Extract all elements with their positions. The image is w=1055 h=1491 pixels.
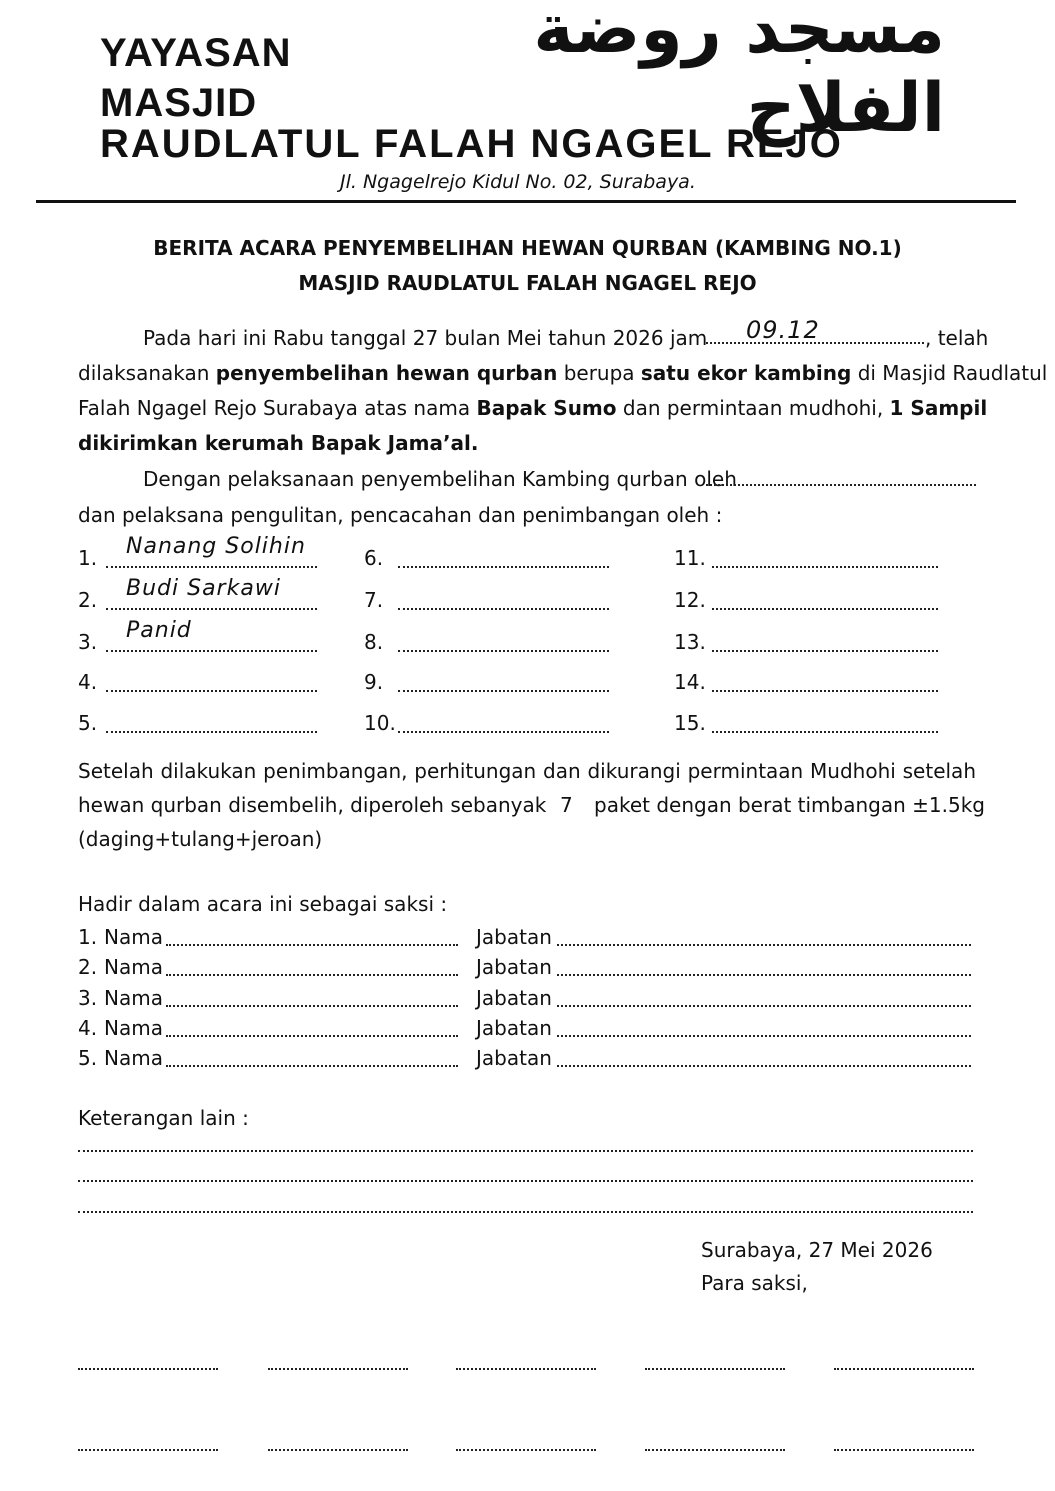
handwritten-worker-name: Nanang Solihin [126,534,306,559]
witness-role-dots [557,1005,971,1007]
worker-number: 5. [78,711,98,735]
worker-number: 4. [78,670,98,694]
notes-line [78,1150,973,1152]
result-line1: Setelah dilakukan penimbangan, perhitungan dan dikurangi permintaan Mudhohi setelah [78,759,976,783]
arabic-calligraphy-logo: مسجد روضة الفلاح [533,0,945,148]
para1-bold-goat: satu ekor kambing [640,361,852,385]
witness-number: 3. [78,986,98,1010]
worker-number: 2. [78,588,98,612]
worker-number: 14. [674,670,706,694]
para1-text: Falah Ngagel Rejo Surabaya atas nama [78,396,471,420]
doc-title-line1: BERITA ACARA PENYEMBELIHAN HEWAN QURBAN (KAMBING NO.1) [153,236,902,260]
signature-line [645,1368,785,1370]
signature-line [834,1368,974,1370]
header-divider [36,200,1016,203]
witness-name-label: Nama [104,986,163,1010]
worker-name-dots [398,566,609,568]
result-line2-b: paket dengan berat timbangan ±1.5kg [594,793,985,817]
witness-role-dots [557,974,971,976]
worker-number: 3. [78,630,98,654]
witness-name-label: Nama [104,925,163,949]
para1-bold-sampil: 1 Sampil [889,396,988,420]
para1-text: di Masjid Raudlatul [857,361,1048,385]
para1-line3 [78,396,988,420]
para1-line4: dikirimkan kerumah Bapak Jama’al. [78,431,479,455]
signature-line [78,1368,218,1370]
witness-number: 1. [78,925,98,949]
para2-line1: Dengan pelaksanaan penyembelihan Kambing qurban oleh [143,467,737,491]
witness-number: 5. [78,1046,98,1070]
worker-name-dots [398,690,609,692]
header-masjid: MASJID [100,81,258,125]
witness-name-dots [166,944,458,946]
witness-role-label: Jabatan [476,925,552,949]
witness-role-label: Jabatan [476,955,552,979]
handwritten-worker-name: Budi Sarkawi [126,576,281,601]
signature-line [78,1449,218,1451]
witness-name-dots [166,1035,458,1037]
doc-title-line2: MASJID RAUDLATUL FALAH NGAGEL REJO [298,271,757,295]
worker-name-dots [398,608,609,610]
witness-name-label: Nama [104,955,163,979]
notes-line [78,1211,973,1213]
witness-name-dots [166,1065,458,1067]
handwritten-time: 09.12 [746,316,820,344]
para2-line2: dan pelaksana pengulitan, pencacahan dan penimbangan oleh : [78,503,723,527]
worker-number: 11. [674,546,706,570]
witness-role-dots [557,1035,971,1037]
witness-name-dots [166,1005,458,1007]
worker-number: 1. [78,546,98,570]
worker-name-dots [398,731,609,733]
header-yayasan: YAYASAN [100,31,292,75]
para1-line2 [78,361,1048,385]
worker-number: 15. [674,711,706,735]
witness-role-label: Jabatan [476,986,552,1010]
header-mosque-name: RAUDLATUL FALAH NGAGEL REJO [100,122,843,166]
worker-name-dots [712,650,938,652]
witness-role-dots [557,944,971,946]
para1-text: dan permintaan mudhohi, [622,396,884,420]
worker-number: 12. [674,588,706,612]
worker-number: 10. [364,711,396,735]
para1-bold-name: Bapak Sumo [476,396,617,420]
worker-name-dots [712,608,938,610]
worker-number: 9. [364,670,384,694]
witness-role-label: Jabatan [476,1016,552,1040]
para1-bold-qurban: penyembelihan hewan qurban [215,361,558,385]
signature-line [268,1449,408,1451]
witness-heading: Hadir dalam acara ini sebagai saksi : [78,892,448,916]
witness-name-label: Nama [104,1046,163,1070]
signature-line [456,1449,596,1451]
worker-name-dots [712,566,938,568]
worker-name-dots [712,731,938,733]
worker-name-dots [712,690,938,692]
witness-number: 2. [78,955,98,979]
para1-start: Pada hari ini Rabu tanggal 27 bulan Mei tahun 2026 jam [143,326,708,350]
worker-name-dots [106,608,317,610]
witness-name-dots [166,974,458,976]
notes-line [78,1180,973,1182]
result-count: 7 [560,793,573,817]
notes-heading: Keterangan lain : [78,1106,249,1130]
worker-name-dots [106,650,317,652]
slaughterer-dots [706,484,976,486]
handwritten-worker-name: Panid [126,618,192,643]
worker-name-dots [106,731,317,733]
signature-line [834,1449,974,1451]
para1-line1 [143,326,976,350]
result-line2-a: hewan qurban disembelih, diperoleh sebanyak [78,793,547,817]
signature-line [268,1368,408,1370]
para1-text: berupa [563,361,635,385]
worker-name-dots [106,690,317,692]
witness-role-dots [557,1065,971,1067]
witness-number: 4. [78,1016,98,1040]
witness-name-label: Nama [104,1016,163,1040]
worker-number: 6. [364,546,384,570]
para1-text: dilaksanakan [78,361,210,385]
para1-end: , telah [925,326,989,350]
result-line3: (daging+tulang+jeroan) [78,827,323,851]
signature-line [645,1449,785,1451]
signature-line [456,1368,596,1370]
signoff-place-date: Surabaya, 27 Mei 2026 [701,1238,933,1262]
signoff-label: Para saksi, [701,1271,808,1295]
worker-number: 8. [364,630,384,654]
worker-name-dots [106,566,317,568]
worker-name-dots [398,650,609,652]
witness-role-label: Jabatan [476,1046,552,1070]
worker-number: 7. [364,588,384,612]
worker-number: 13. [674,630,706,654]
header-address: Jl. Ngagelrejo Kidul No. 02, Surabaya. [340,171,696,193]
